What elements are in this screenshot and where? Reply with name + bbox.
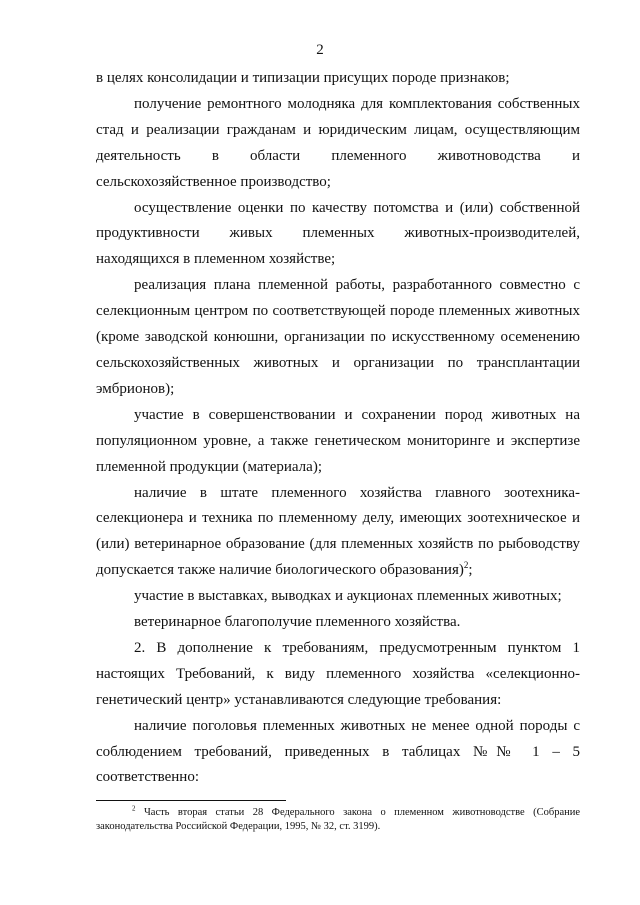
footnote-separator bbox=[96, 800, 286, 801]
footnote-reference[interactable]: 2 bbox=[463, 560, 469, 571]
paragraph-2: получение ремонтного молодняка для комплектования собственных стад и реализации гражданам и юридическим лицам, осуществляющим деятельность в области племенного животноводства и сельскохозяйственное производство; bbox=[96, 95, 580, 190]
footnote bbox=[96, 806, 580, 834]
paragraph-3: осуществление оценки по качеству потомства и (или) собственной продуктивности живых племенных животных-производителей, находящихся в племенном хозяйстве; bbox=[96, 199, 580, 268]
footnote-text: Часть вторая статьи 28 Федерального закона о племенном животноводстве (Собрание законодательства Российской Федерации, 1995, № 32, ст. 3199). bbox=[96, 807, 581, 832]
paragraph-8: ветеринарное благополучие племенного хозяйства. bbox=[134, 614, 461, 631]
footnote-marker: 2 bbox=[132, 804, 136, 813]
paragraph-7: участие в выставках, выводках и аукционах племенных животных; bbox=[134, 588, 562, 605]
paragraph-10: наличие поголовья племенных животных не менее одной породы с соблюдением требований, приведенных в таблицах №№ 1 – 5 соответственно: bbox=[96, 717, 580, 786]
paragraph-9: 2. В дополнение к требованиям, предусмотренным пунктом 1 настоящих Требований, к виду племенного хозяйства «селекционно-генетический центр» устанавливаются следующие требования: bbox=[96, 639, 580, 708]
paragraph-6: наличие в штате племенного хозяйства главного зоотехника-селекционера и техника по племенному делу, имеющих зоотехническое и (или) ветеринарное образование (для племенных хозяйств по рыбоводству допускается также наличие биологического образования)$^2$; bbox=[96, 484, 580, 579]
paragraph-5: участие в совершенствовании и сохранении пород животных на популяционном уровне, а также генетическом мониторинге и экспертизе племенной продукции (материала); bbox=[96, 406, 580, 475]
document-body bbox=[96, 66, 580, 791]
paragraph-1: в целях консолидации и типизации присущих породе признаков; bbox=[96, 70, 510, 86]
page-number: 2 bbox=[316, 42, 324, 58]
paragraph-4: реализация плана племенной работы, разработанного совместно с селекционным центром по соответствующей породе племенных животных (кроме заводской конюшни, организации по искусственному осеменению сельскохозяйственных животных и организации по трансплантации эмбрионов); bbox=[96, 277, 580, 397]
